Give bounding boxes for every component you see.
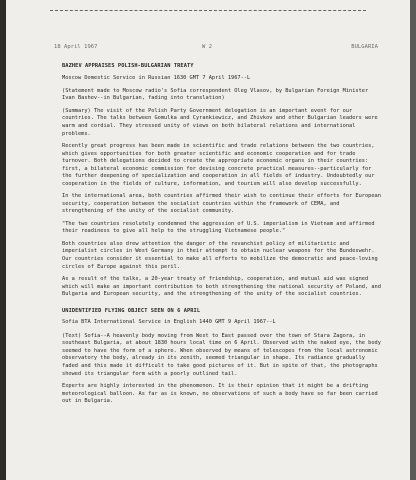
article-paragraph: Recently great progress has been made in scientific and trade relations between the two countries, which gives opportunities for both greater scientific and economic cooperation and for trade turnover. Both delegations decided to create the appropriate economic organs in their countries: first, a bilateral economic commission for devising concrete practical measures--particularly for the further deepening of specialization and cooperation in all fields of industry. Undoubtedly our cooperation in the fields of culture, information, and tourism will also develop successfully. [62, 142, 375, 187]
perforation-line [50, 10, 366, 15]
article-headline: BAZHEV APPRAISES POLISH-BULGARIAN TREATY [62, 63, 194, 69]
article-paragraph: As a result of the talks, a 20-year treaty of friendship, cooperation, and mutual aid was signed which will make an important contribution to both strengthening the national security of Poland, and Bulgaria and European security, and the strengthening of the unity of the socialist countries. [62, 276, 381, 298]
article-paragraph: (Statement made to Moscow radio's Sofia correspondent Oleg Vlasov, by Bulgarian Foreign Minister Ivan Bashev--in Bulgarian, fading into translation) [62, 87, 369, 102]
document-body [62, 63, 382, 411]
article-paragraph: In the international area, both countries affirmed their wish to continue their efforts for European security, cooperation between the socialist countries within the framework of CEMA, and strengthening of the unity of the socialist community. [62, 193, 381, 215]
article-paragraph: Experts are highly interested in the phenomenon. It is their opinion that it might be a drifting meteorological balloon. As far as is known, no observations of such a body have so far been carried out in Bulgaria. [62, 382, 378, 405]
article-paragraph: Both countries also drew attention the danger of the revanchist policy of militaristic and imperialist circles in West Germany in their attempt to obtain nuclear weapons for the Bundeswehr. Our countries consider it essential to make all efforts to mobilize the democratic and peace-loving circles of Europe against this peril. [62, 240, 378, 270]
article-headline: UNIDENTIFIED FLYING OBJECT SEEN ON 6 APRIL [62, 307, 201, 314]
article-paragraph: (Text) Sofia--A heavenly body moving from West to East passed over the town of Stara Zagora, in southeast Bulgaria, at about 1830 hours local time on 6 April. Observed with the naked eye, the body seemed to have the form of a sphere. When observed by means of telescopes from the local astronomic observatory the body, already in its zenith, seemed triangular in shape. Its radiance gradually faded and this made it difficult to take good pictures of it. But in spite of that, the photographs showed its triangular form with a poorly outlined tail. [62, 332, 381, 377]
header-date: 18 April 1967 [54, 44, 98, 50]
page-edge-right [410, 0, 416, 480]
article-paragraph: (Summary) The visit of the Polish Party Government delegation is an important event for our countries. The talks between Gomulka and Cyrankiewicz, and Zhivkov and other Bulgarian leaders were warm and cordial. They stressed unity of views on both bilateral relations and international problems. [62, 107, 378, 137]
header-country: BULGARIA [351, 44, 378, 50]
document-page [6, 0, 410, 480]
article-source: Moscow Domestic Service in Russian 1630 GMT 7 April 1967--L [62, 74, 251, 81]
header-page-number: W 2 [202, 44, 213, 50]
article-quote: "The two countries resolutely condemned the aggression of U.S. imperialism in Vietnam and affirmed their readiness to give all help to the struggling Vietnamese people." [62, 220, 375, 235]
article-source: Sofia BTA International Service in English 1440 GMT 9 April 1967--L [62, 319, 276, 326]
